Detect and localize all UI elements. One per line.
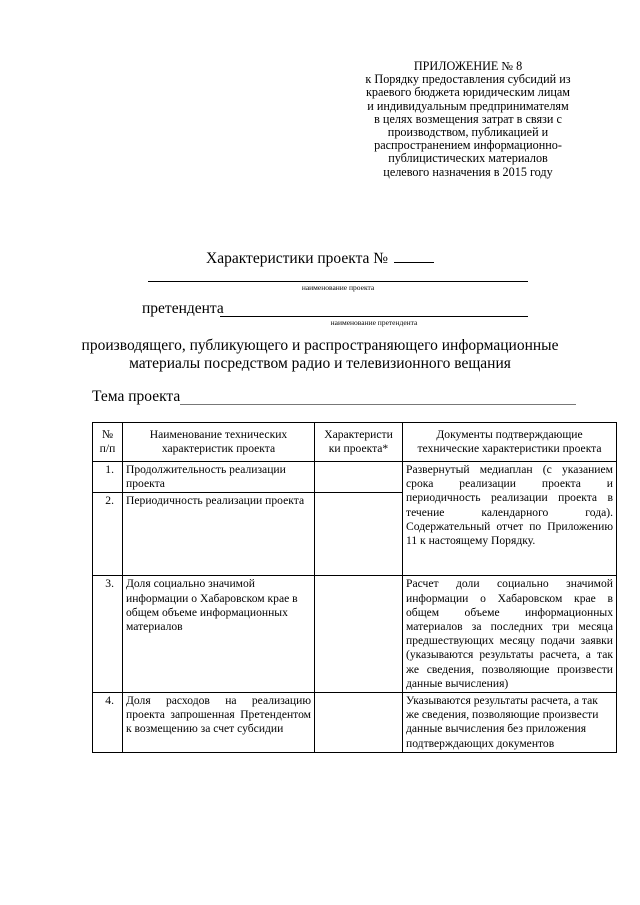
row-number: 4.	[93, 693, 123, 753]
characteristics-table	[92, 422, 617, 753]
table-header-row	[93, 423, 617, 462]
appendix-line: целевого назначения в 2015 году	[383, 164, 553, 179]
project-name-line[interactable]	[148, 281, 528, 282]
appendix-line: производством, публикацией и	[387, 125, 549, 140]
row-number: 1.	[93, 462, 123, 493]
row-number: 3.	[93, 576, 123, 693]
subtitle-line: производящего, публикующего и распространяющего информационные	[81, 337, 559, 354]
row-value[interactable]	[315, 576, 403, 693]
appendix-line: краевого бюджета юридическим лицам	[365, 85, 571, 100]
header-name: Наименование технических характеристик проекта	[123, 423, 315, 462]
row-name: Доля социально значимой информации о Хабаровском крае в общем объеме информационных материалов	[123, 576, 315, 693]
appendix-line: в целях возмещения затрат в связи с	[374, 111, 562, 126]
appendix-line: к Порядку предоставления субсидий из	[365, 72, 571, 87]
topic-line[interactable]	[180, 404, 576, 405]
row-docs: Развернутый медиаплан (с указанием срока реализации проекта и периодичность реализации проекта в течение календарного года). Содержательный отчет по Приложению 11 к настоящему Порядку.	[403, 462, 617, 576]
appendix-line: и индивидуальным предпринимателям	[367, 98, 569, 113]
appendix-line: публицистических материалов	[388, 151, 548, 166]
document-title	[0, 250, 640, 268]
topic-label: Тема проекта	[92, 388, 181, 405]
subtitle-line: материалы посредством радио и телевизионного вещания	[129, 355, 511, 372]
row-value[interactable]	[315, 493, 403, 576]
row-number: 2.	[93, 493, 123, 576]
header-value: Характеристи ки проекта*	[315, 423, 403, 462]
row-name: Доля расходов на реализацию проекта запрошенная Претендентом к возмещению за счет субсидии	[123, 693, 315, 753]
project-name-caption: наименование проекта	[301, 283, 375, 292]
row-docs: Указываются результаты расчета, а так же сведения, позволяющие произвести данные вычисления без приложения подтверждающих документов	[403, 693, 617, 753]
applicant-caption: наименование претендента	[330, 318, 418, 327]
row-value[interactable]	[315, 693, 403, 753]
appendix-line: распространением информационно-	[374, 138, 562, 153]
title-text: Характеристики проекта №	[206, 250, 389, 267]
header-num: № п/п	[93, 423, 123, 462]
row-name: Продолжительность реализации проекта	[123, 462, 315, 493]
appendix-header	[352, 60, 584, 179]
row-docs: Расчет доли социально значимой информации о Хабаровском крае в общем объеме информационных материалов за последних три месяца предшествующих месяцу подачи заявки (указываются результаты расчета, а так же сведения, позволяющие произвести данные вычисления)	[403, 576, 617, 693]
header-docs: Документы подтверждающие технические характеристики проекта	[403, 423, 617, 462]
table-row	[93, 462, 617, 493]
project-number-blank[interactable]	[394, 250, 434, 263]
row-name: Периодичность реализации проекта	[123, 493, 315, 576]
applicant-label: претендента	[142, 300, 224, 317]
document-subtitle	[0, 337, 640, 373]
applicant-name-line[interactable]	[220, 316, 528, 317]
appendix-line: ПРИЛОЖЕНИЕ № 8	[413, 59, 523, 73]
table-row	[93, 693, 617, 753]
row-value[interactable]	[315, 462, 403, 493]
table-row	[93, 576, 617, 693]
